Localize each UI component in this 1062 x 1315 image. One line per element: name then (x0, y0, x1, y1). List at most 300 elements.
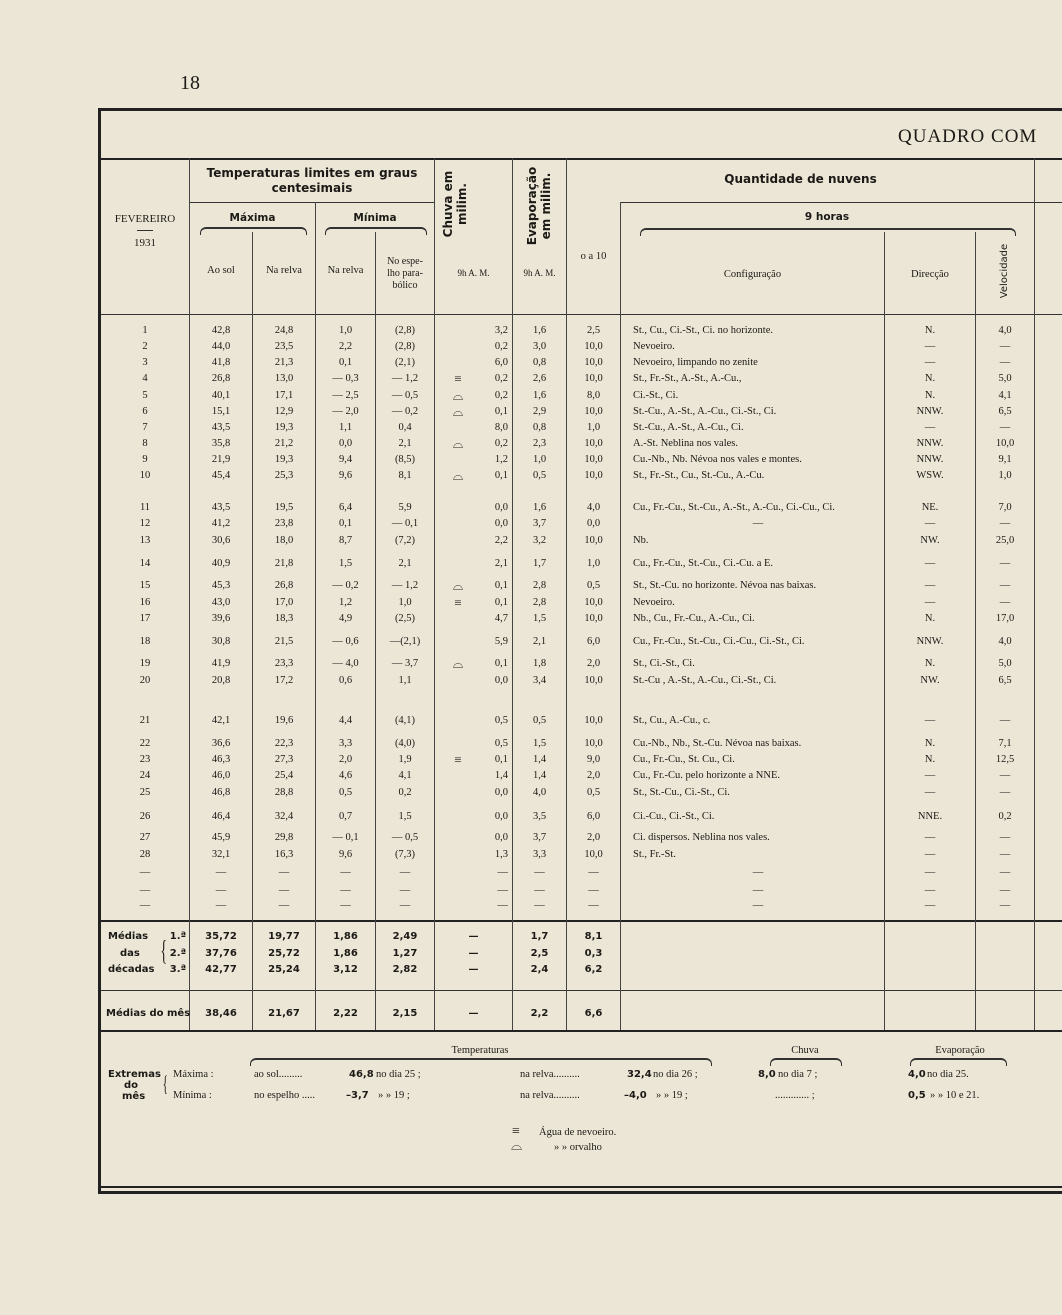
decade-cell-chuva: — (468, 931, 479, 942)
cell-rmin: — (340, 900, 351, 911)
cell-vel: — (999, 422, 1011, 433)
cell-d: 10 (139, 470, 151, 481)
na-relva-max-header: Na relva (266, 265, 302, 276)
cell-sol: — (215, 900, 227, 911)
month-label: FEVEREIRO (114, 213, 176, 225)
cell-conf: St., St.-Cu. no horizonte. Névoa nas baixas. (633, 580, 817, 591)
hora-evap-header: 9h A. M. (523, 268, 556, 278)
cell-chuva: — (497, 885, 508, 896)
cell-evap: — (534, 900, 545, 911)
extremes-max-evap-val: 4,0 (908, 1069, 926, 1080)
cell-sol: 45,9 (211, 832, 231, 843)
configuracao-header: Configuração (723, 269, 782, 280)
extremes-label-3: mês (122, 1091, 146, 1102)
cell-chuva: 0,1 (494, 580, 508, 591)
cell-neb: — (588, 867, 599, 878)
cell-dir: — (924, 849, 936, 860)
cell-esp: — 0,1 (391, 518, 419, 529)
cell-evap: 2,6 (532, 373, 547, 384)
cell-vel: 6,5 (998, 406, 1012, 417)
cell-sol: 44,0 (211, 341, 231, 352)
cell-sol: 36,6 (211, 738, 231, 749)
cell-conf: Cu., Fr.-Cu., St.-Cu., Ci.-Cu., Ci.-St., Ci. (633, 636, 805, 647)
cell-neb: 6,0 (586, 636, 601, 647)
cell-rmax: 19,3 (274, 422, 294, 433)
cell-d: — (139, 885, 151, 896)
cell-esp: (7,3) (394, 849, 416, 860)
cell-chuva: 2,1 (494, 558, 508, 569)
cell-sym: ≡ (454, 595, 462, 610)
cell-esp: 0,4 (398, 422, 412, 433)
extremes-min-esp: no espelho ..... (254, 1090, 315, 1101)
cell-rmax: 21,2 (274, 438, 294, 449)
cell-evap: 3,7 (532, 518, 547, 529)
cell-esp: — 1,2 (391, 580, 419, 591)
cell-d: — (139, 900, 151, 911)
cell-evap: 0,5 (532, 470, 547, 481)
evaporacao-header: Evaporação em milim. (525, 166, 553, 246)
cell-dir: — (924, 357, 936, 368)
cell-esp: — (399, 867, 411, 878)
cell-esp: 2,1 (398, 438, 412, 449)
cell-neb: 10,0 (584, 357, 603, 368)
cell-dir: N. (924, 325, 936, 336)
cell-conf: St., Fr.-St. (633, 849, 676, 860)
cell-dir: N. (924, 658, 936, 669)
cell-rmax: 21,3 (274, 357, 294, 368)
cell-rmin: 0,0 (338, 438, 353, 449)
decade-cell-chuva: — (468, 964, 479, 975)
cell-rmin: — 0,3 (332, 373, 359, 384)
cell-rmin: 0,6 (338, 675, 353, 686)
cell-esp: (7,2) (394, 535, 416, 546)
cell-esp: — 0,5 (391, 832, 419, 843)
cell-neb: 0,5 (586, 580, 601, 591)
cell-vel: — (999, 518, 1011, 529)
velocidade-header: Velocidade (999, 243, 1010, 299)
cell-chuva: 0,1 (494, 597, 508, 608)
cell-rmax: 26,8 (274, 580, 294, 591)
cell-d: 13 (139, 535, 151, 546)
cell-evap: 0,8 (532, 357, 547, 368)
cell-sym: ⌓ (452, 468, 464, 483)
cell-conf: — (752, 900, 764, 911)
cell-vel: 4,0 (998, 325, 1012, 336)
cell-rmin: 2,2 (338, 341, 353, 352)
decade-cell-neb: 0,3 (584, 948, 603, 959)
cell-evap: 2,8 (532, 597, 547, 608)
cell-sol: 40,9 (211, 558, 231, 569)
cell-esp: 1,1 (398, 675, 412, 686)
cell-chuva: 0,2 (494, 438, 508, 449)
month-mean-cell-rmin: 2,22 (333, 1008, 358, 1019)
cell-vel: 9,1 (998, 454, 1012, 465)
cell-esp: (2,1) (394, 357, 416, 368)
decade-cell-n: 3.ª (169, 964, 187, 975)
cell-sol: 46,0 (211, 770, 231, 781)
cell-sol: — (215, 867, 227, 878)
month-underline (137, 230, 153, 231)
cell-d: 1 (142, 325, 148, 336)
cell-evap: 1,7 (532, 558, 547, 569)
cell-evap: 4,0 (532, 787, 547, 798)
cell-esp: 1,9 (398, 754, 412, 765)
cell-dir: — (924, 832, 936, 843)
cell-d: 28 (139, 849, 151, 860)
cell-chuva: 2,2 (494, 535, 508, 546)
cell-rmax: 17,0 (274, 597, 294, 608)
decade-cell-n: 1.ª (169, 931, 187, 942)
cell-conf: Ci.-St., Ci. (633, 390, 679, 401)
cell-rmax: 19,6 (274, 715, 294, 726)
cell-conf: Cu., Fr.-Cu., St. Cu., Ci. (633, 754, 735, 765)
cell-conf: Nevoeiro, limpando no zenite (633, 357, 758, 368)
cell-rmin: 6,4 (338, 502, 353, 513)
cell-neb: 2,0 (586, 658, 601, 669)
cell-sym: ⌓ (452, 656, 464, 671)
cell-sol: 26,8 (211, 373, 231, 384)
cell-rmax: 29,8 (274, 832, 294, 843)
cell-rmax: 23,8 (274, 518, 294, 529)
legend-fog-symbol: ≡ (512, 1124, 520, 1139)
decade-cell-evap: 2,4 (530, 964, 549, 975)
cell-rmax: 25,4 (274, 770, 294, 781)
cell-conf: St., Fr.-St., A.-St., A.-Cu., (633, 373, 742, 384)
cell-d: 3 (142, 357, 148, 368)
extremes-evap-header: Evaporação (935, 1045, 985, 1056)
cell-evap: 3,7 (532, 832, 547, 843)
cell-chuva: 0,1 (494, 658, 508, 669)
cell-sol: 45,3 (211, 580, 231, 591)
cell-chuva: 0,0 (494, 787, 508, 798)
header-bottom-rule (101, 314, 1062, 315)
cell-dir: — (924, 715, 936, 726)
cell-sol: 46,8 (211, 787, 231, 798)
cell-sol: 42,1 (211, 715, 231, 726)
cell-vel: 4,1 (998, 390, 1012, 401)
cell-rmin: 1,0 (338, 325, 353, 336)
decade-cell-rmin: 1,86 (333, 948, 358, 959)
cell-dir: NNW. (916, 454, 944, 465)
cell-rmax: 17,2 (274, 675, 294, 686)
cell-rmax: 23,3 (274, 658, 294, 669)
cell-vel: 0,2 (998, 811, 1012, 822)
decade-cell-rmin: 3,12 (333, 964, 358, 975)
chuva-header: Chuva em milim. (441, 170, 469, 238)
cell-vel: 4,0 (998, 636, 1012, 647)
cell-sym: ⌓ (452, 388, 464, 403)
espelho-header: No espe- lho para- bólico (387, 256, 423, 291)
cell-vel: — (999, 357, 1011, 368)
cell-conf: St., St.-Cu., Ci.-St., Ci. (633, 787, 730, 798)
cell-esp: (4,0) (394, 738, 416, 749)
cell-chuva: 3,2 (494, 325, 508, 336)
cell-sym: ≡ (454, 371, 462, 386)
decade-cell-n: 2.ª (169, 948, 187, 959)
cell-dir: NNW. (916, 406, 944, 417)
cell-rmin: 9,6 (338, 849, 353, 860)
cell-vel: — (999, 558, 1011, 569)
cell-vel: 6,5 (998, 675, 1012, 686)
cell-chuva: — (497, 900, 508, 911)
cell-rmax: 28,8 (274, 787, 294, 798)
cell-vel: 7,1 (998, 738, 1012, 749)
cell-rmax: 19,3 (274, 454, 294, 465)
cell-esp: 8,1 (398, 470, 412, 481)
cell-chuva: 1,2 (494, 454, 508, 465)
extremes-label-1: Extremas (108, 1069, 161, 1080)
cell-sol: 15,1 (211, 406, 231, 417)
extremes-min-evap-val: 0,5 (908, 1090, 926, 1101)
temp-sub-rule (190, 202, 434, 203)
cell-evap: 0,8 (532, 422, 547, 433)
cell-rmax: 21,5 (274, 636, 294, 647)
cell-evap: 1,4 (532, 754, 547, 765)
cell-sol: 20,8 (211, 675, 231, 686)
cell-dir: — (924, 867, 936, 878)
cell-conf: Cu.-Nb., Nb., St.-Cu. Névoa nas baixas. (633, 738, 802, 749)
cell-rmax: 25,3 (274, 470, 294, 481)
page-number: 18 (180, 72, 200, 94)
cell-sol: 42,8 (211, 325, 231, 336)
cell-dir: — (924, 787, 936, 798)
cell-vel: 25,0 (995, 535, 1015, 546)
cell-chuva: 0,0 (494, 675, 508, 686)
extremes-min-relva-day: » » 19 ; (656, 1090, 688, 1101)
cell-esp: 0,2 (398, 787, 412, 798)
cell-chuva: 0,0 (494, 832, 508, 843)
extremes-min-chuva: ............. ; (775, 1090, 815, 1101)
cell-neb: 10,0 (584, 597, 603, 608)
page-title: QUADRO COM (898, 126, 1038, 147)
cell-vel: — (999, 770, 1011, 781)
cell-dir: NNE. (917, 811, 943, 822)
cell-sol: 41,8 (211, 357, 231, 368)
cell-dir: — (924, 341, 936, 352)
extremes-max-evap-day: no dia 25. (927, 1069, 969, 1080)
cell-chuva: 0,0 (494, 811, 508, 822)
cell-d: 21 (139, 715, 151, 726)
cell-neb: 6,0 (586, 811, 601, 822)
cell-esp: 1,0 (398, 597, 412, 608)
extremes-max-sol-day: no dia 25 ; (376, 1069, 421, 1080)
cell-conf: — (752, 885, 764, 896)
cell-rmax: 24,8 (274, 325, 294, 336)
cell-neb: 10,0 (584, 675, 603, 686)
month-mean-cell-sol: 38,46 (205, 1008, 237, 1019)
cell-sol: — (215, 885, 227, 896)
cell-neb: 9,0 (586, 754, 601, 765)
extremes-max-sol: ao sol......... (254, 1069, 303, 1080)
frame-inner-bottom (101, 1186, 1062, 1188)
cell-d: 7 (142, 422, 148, 433)
cell-dir: N. (924, 613, 936, 624)
extremes-max-relva-val: 32,4 (627, 1069, 652, 1080)
cell-dir: — (924, 770, 936, 781)
cell-vel: 1,0 (998, 470, 1012, 481)
cell-vel: — (999, 715, 1011, 726)
cell-evap: 1,5 (532, 613, 547, 624)
cell-chuva: 1,4 (494, 770, 508, 781)
cell-esp: (8,5) (394, 454, 416, 465)
cell-neb: 10,0 (584, 373, 603, 384)
cell-d: 8 (142, 438, 148, 449)
cell-rmax: — (278, 900, 290, 911)
cell-rmax: — (278, 885, 290, 896)
cell-rmin: 9,6 (338, 470, 353, 481)
minima-brace (325, 227, 427, 235)
cell-conf: St.-Cu., A.-St., A.-Cu., Ci.-St., Ci. (633, 406, 777, 417)
nove-horas-header: 9 horas (804, 211, 850, 223)
decade-cell-sol: 42,77 (205, 964, 237, 975)
cell-dir: — (924, 885, 936, 896)
right-edge-rule (1034, 158, 1035, 1030)
cell-evap: — (534, 867, 545, 878)
cell-rmax: 16,3 (274, 849, 294, 860)
legend-dew-text: » » orvalho (554, 1142, 602, 1153)
cell-dir: — (924, 580, 936, 591)
decade-cell-esp: 2,49 (392, 931, 418, 942)
month-mean-cell-esp: 2,15 (392, 1008, 418, 1019)
cell-vel: 10,0 (995, 438, 1015, 449)
cell-vel: 5,0 (998, 658, 1012, 669)
cell-dir: NE. (921, 502, 939, 513)
cell-chuva: 4,7 (494, 613, 508, 624)
cell-rmax: 23,5 (274, 341, 294, 352)
cell-rmin: — (340, 867, 351, 878)
cell-rmin: — 4,0 (332, 658, 359, 669)
maxima-header: Máxima (229, 212, 276, 224)
cell-chuva: 1,3 (494, 849, 508, 860)
cell-chuva: 0,5 (494, 715, 508, 726)
cell-neb: — (588, 885, 599, 896)
cell-evap: 2,3 (532, 438, 547, 449)
extremes-chuva-brace (770, 1058, 842, 1066)
cell-chuva: 0,2 (494, 341, 508, 352)
cell-esp: (2,8) (394, 341, 416, 352)
cell-conf: Cu., Fr.-Cu., St.-Cu., Ci.-Cu. a E. (633, 558, 774, 569)
extremes-min-relva: na relva.......... (520, 1090, 580, 1101)
cell-sol: 30,8 (211, 636, 231, 647)
cell-conf: St., Fr.-St., Cu., St.-Cu., A.-Cu. (633, 470, 765, 481)
ao-sol-header: Ao sol (207, 265, 235, 276)
escala-header: o a 10 (580, 251, 607, 262)
cell-rmax: 19,5 (274, 502, 294, 513)
col-rule (434, 158, 435, 1030)
cell-chuva: 0,2 (494, 390, 508, 401)
cell-neb: — (588, 900, 599, 911)
decade-cell-rmin: 1,86 (333, 931, 358, 942)
cell-rmax: 18,3 (274, 613, 294, 624)
cell-sol: 21,9 (211, 454, 231, 465)
cell-rmax: 12,9 (274, 406, 294, 417)
extremes-min-esp-day: » » 19 ; (378, 1090, 410, 1101)
decade-cell-rmax: 25,72 (268, 948, 300, 959)
cell-evap: 2,8 (532, 580, 547, 591)
cell-rmin: 0,7 (338, 811, 353, 822)
cell-rmin: 3,3 (338, 738, 353, 749)
cell-rmin: 0,1 (338, 518, 353, 529)
decades-label-medias: Médias (108, 931, 149, 942)
decade-cell-esp: 1,27 (392, 948, 418, 959)
decade-cell-sol: 37,76 (205, 948, 237, 959)
cell-sol: 30,6 (211, 535, 231, 546)
cell-dir: N. (924, 390, 936, 401)
extremes-max-relva: na relva.......... (520, 1069, 580, 1080)
extremes-temp-header: Temperaturas (451, 1045, 509, 1056)
cell-esp: — (399, 885, 411, 896)
decade-cell-sol: 35,72 (205, 931, 237, 942)
year-label: 1931 (134, 237, 156, 249)
cell-d: 25 (139, 787, 151, 798)
cell-dir: — (924, 518, 936, 529)
cell-dir: — (924, 422, 936, 433)
cell-dir: NW. (920, 535, 940, 546)
cell-chuva: 0,1 (494, 754, 508, 765)
extremes-min-relva-val: –4,0 (624, 1090, 647, 1101)
cell-vel: — (999, 849, 1011, 860)
cell-neb: 10,0 (584, 613, 603, 624)
cell-chuva: 0,0 (494, 502, 508, 513)
decades-label-decadas: décadas (108, 964, 155, 975)
cell-neb: 4,0 (586, 502, 601, 513)
cell-conf: — (752, 867, 764, 878)
cell-esp: (2,5) (394, 613, 416, 624)
cell-neb: 10,0 (584, 438, 603, 449)
cell-dir: N. (924, 373, 936, 384)
cell-chuva: — (497, 867, 508, 878)
cell-d: 19 (139, 658, 151, 669)
col-rule (620, 202, 621, 1030)
cell-dir: NNW. (916, 438, 944, 449)
cell-esp: 4,1 (398, 770, 412, 781)
cell-sol: 39,6 (211, 613, 231, 624)
cell-esp: —(2,1) (389, 636, 421, 647)
hora-chuva-header: 9h A. M. (457, 268, 490, 278)
cell-d: 5 (142, 390, 148, 401)
cell-d: 9 (142, 454, 148, 465)
decade-bottom-rule (101, 990, 1062, 991)
cell-sol: 45,4 (211, 470, 231, 481)
minima-header: Mínima (353, 212, 397, 224)
cell-neb: 1,0 (586, 422, 601, 433)
cell-conf: St., Cu., Ci.-St., Ci. no horizonte. (633, 325, 774, 336)
cell-evap: 3,5 (532, 811, 547, 822)
cell-neb: 0,0 (586, 518, 601, 529)
cell-chuva: 0,0 (494, 518, 508, 529)
cell-neb: 10,0 (584, 738, 603, 749)
cell-rmax: — (278, 867, 290, 878)
cell-neb: 10,0 (584, 849, 603, 860)
cell-sol: 43,5 (211, 502, 231, 513)
cell-d: 15 (139, 580, 151, 591)
cell-chuva: 0,2 (494, 373, 508, 384)
cell-d: 24 (139, 770, 151, 781)
cell-sol: 43,0 (211, 597, 231, 608)
cell-rmin: — (340, 885, 351, 896)
decade-cell-evap: 1,7 (530, 931, 549, 942)
direccao-header: Direcção (911, 269, 949, 280)
cell-rmin: — 2,5 (332, 390, 359, 401)
cell-evap: 3,3 (532, 849, 547, 860)
cell-conf: Ci.-Cu., Ci.-St., Ci. (633, 811, 715, 822)
cell-d: 11 (139, 502, 151, 513)
cell-dir: N. (924, 738, 936, 749)
cell-d: 2 (142, 341, 148, 352)
decades-brace: { (160, 936, 168, 967)
cell-conf: St., Cu., A.-Cu., c. (633, 715, 711, 726)
extremes-evap-brace (910, 1058, 1007, 1066)
